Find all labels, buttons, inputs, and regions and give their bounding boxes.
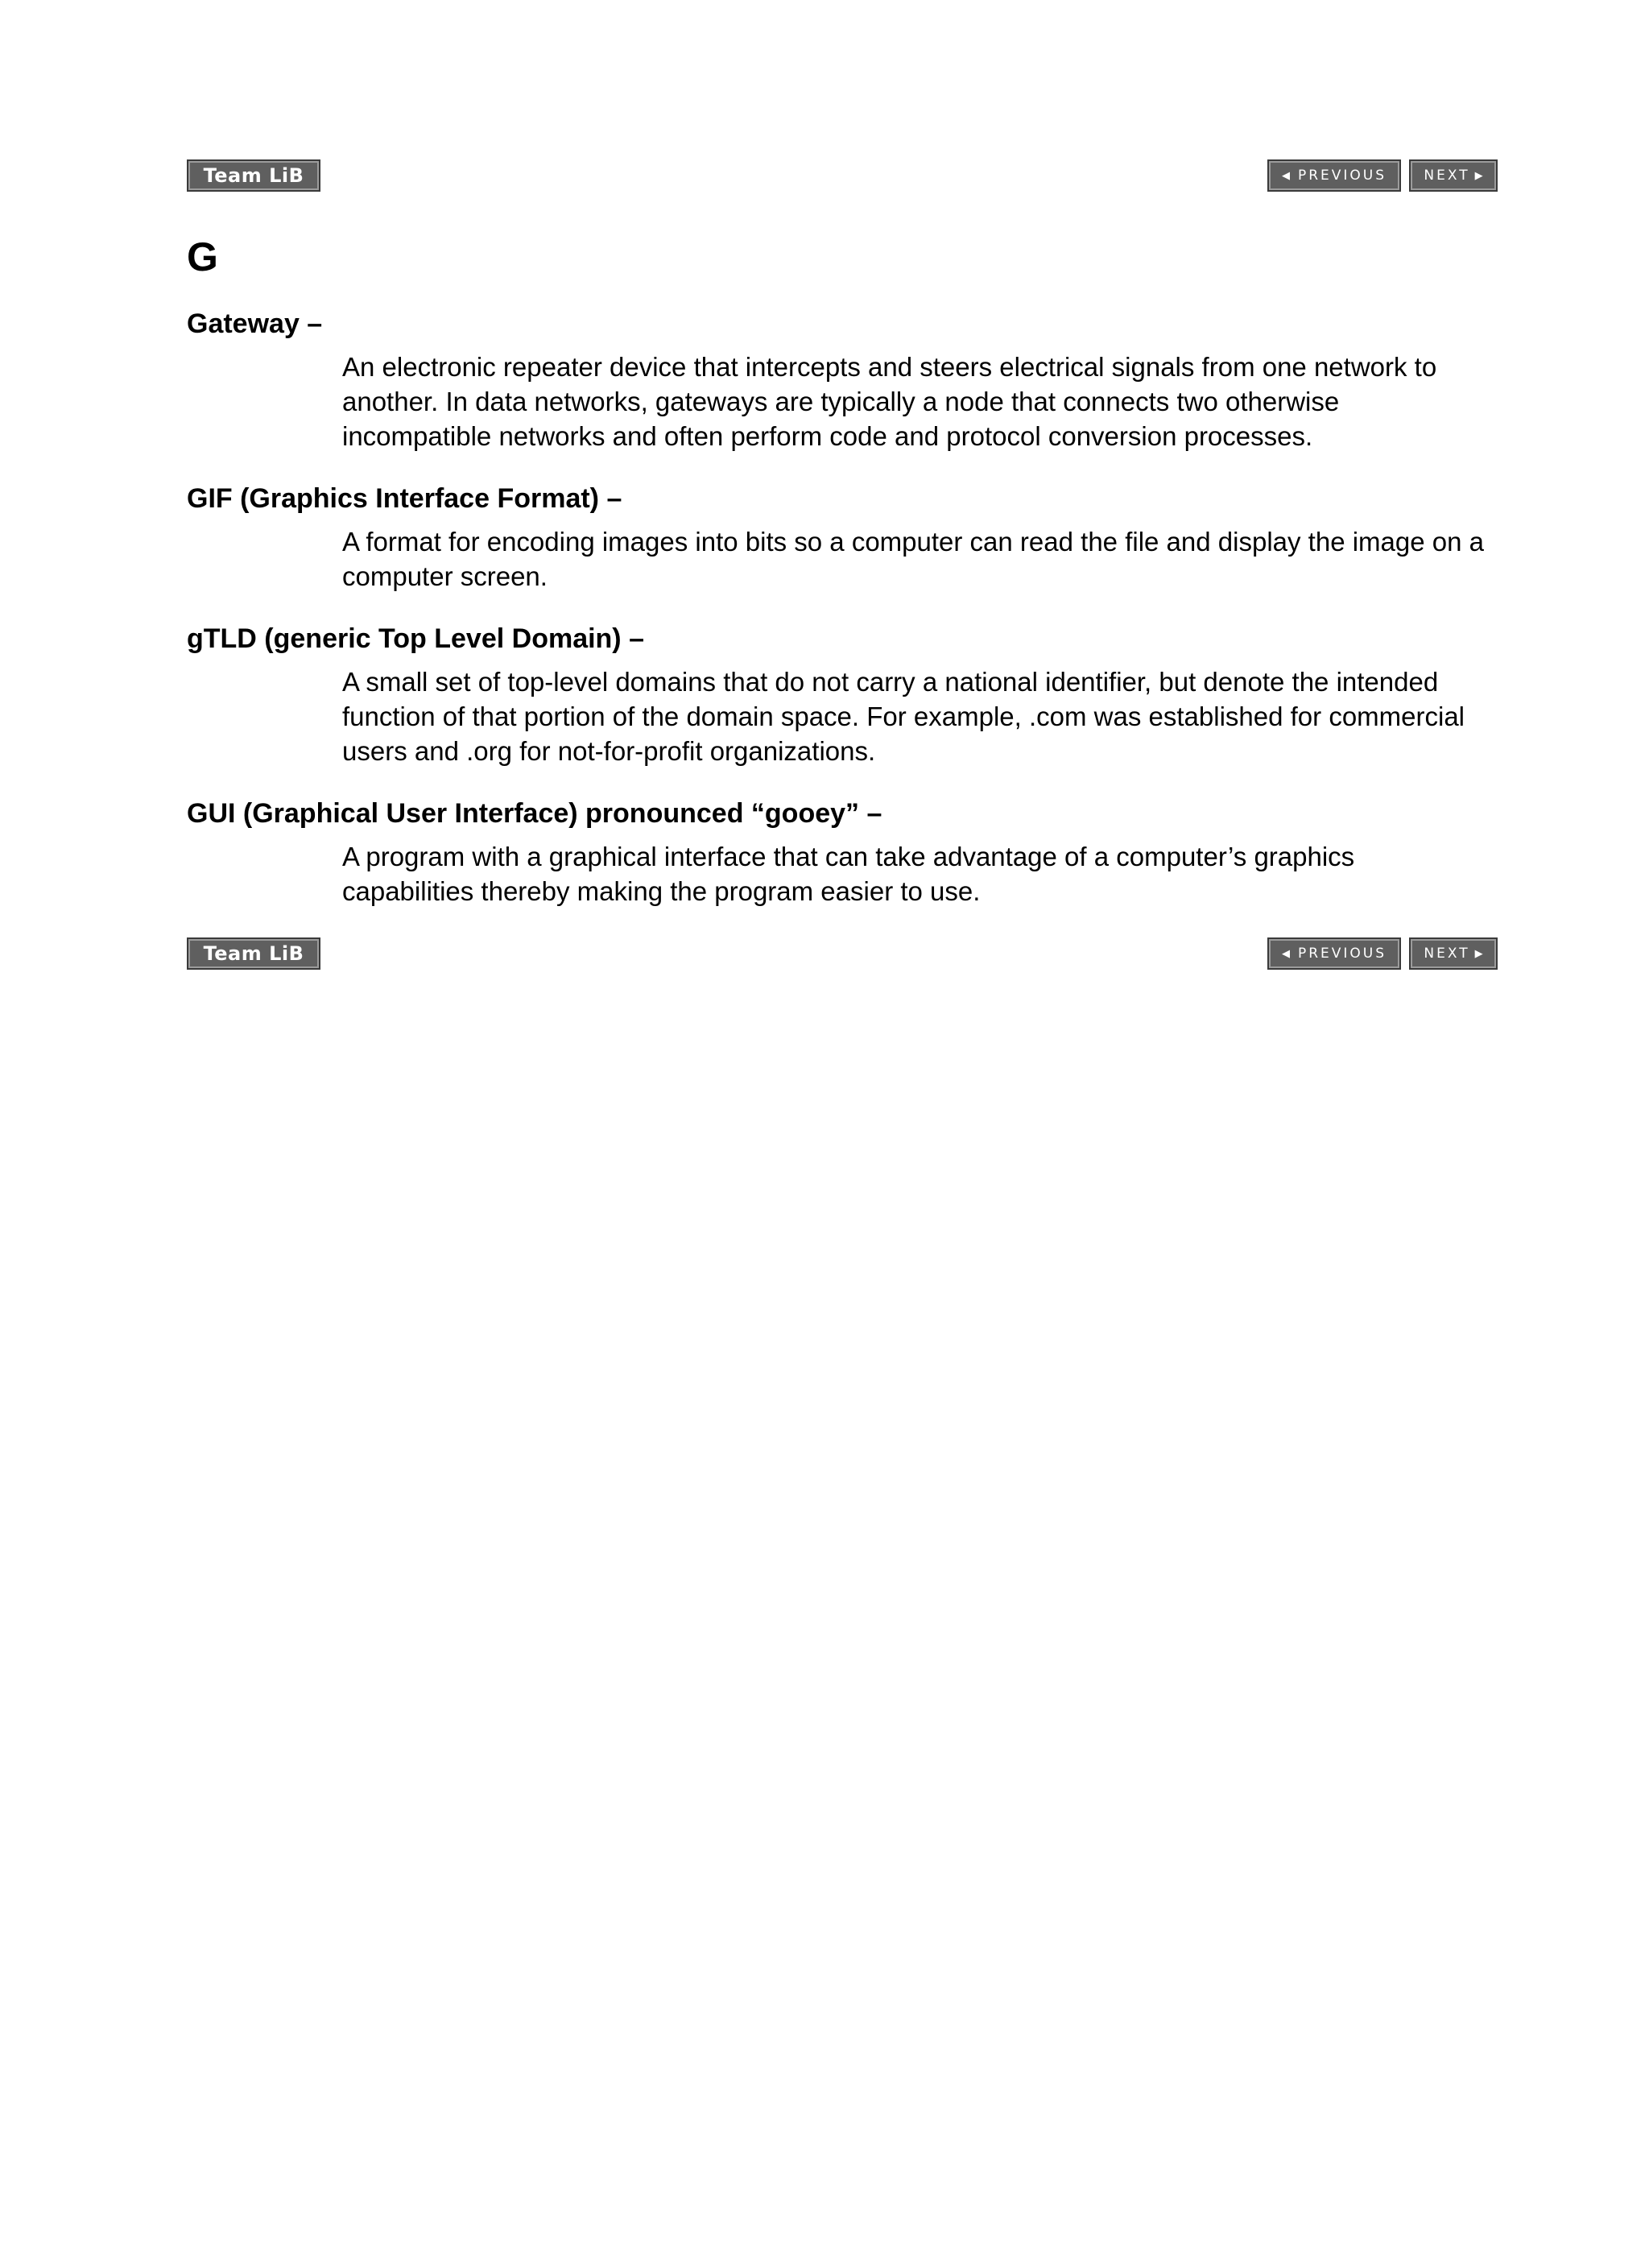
entry-term: GUI (Graphical User Interface) pronounced “gooey” –: [187, 798, 882, 829]
next-button[interactable]: [1409, 159, 1498, 192]
entry-definition: A program with a graphical interface that can take advantage of a computer’s graphics capabilities thereby making the program easier to use.: [342, 842, 1355, 906]
previous-label: PREVIOUS: [1297, 168, 1387, 184]
previous-label: PREVIOUS: [1297, 946, 1387, 962]
section-heading: G: [187, 234, 218, 279]
team-lib-button[interactable]: [187, 937, 320, 970]
previous-button[interactable]: [1267, 159, 1401, 192]
glossary-entry: [187, 308, 1499, 453]
entry-term: Gateway –: [187, 308, 323, 339]
team-lib-label: Team LiB: [203, 164, 304, 187]
glossary-entry: [187, 623, 1499, 768]
entry-definition: An electronic repeater device that intercepts and steers electrical signals from one network to another. In data networks, gateways are typically a node that connects two otherwise incompatible networks and often perform code and protocol conversion processes.: [342, 352, 1437, 451]
team-lib-label: Team LiB: [203, 942, 304, 965]
entry-term: gTLD (generic Top Level Domain) –: [187, 623, 644, 654]
next-label: NEXT: [1424, 168, 1470, 184]
arrow-right-icon: ▶: [1474, 947, 1483, 960]
arrow-left-icon: ◀: [1281, 947, 1290, 960]
entry-term: GIF (Graphics Interface Format) –: [187, 483, 622, 514]
glossary-entry: [187, 797, 1499, 908]
next-button[interactable]: [1409, 937, 1498, 970]
glossary-entry: [187, 482, 1499, 594]
glossary-entries: [187, 308, 1499, 908]
entry-definition: A format for encoding images into bits so a computer can read the file and display the image on a computer screen.: [342, 527, 1484, 591]
previous-button[interactable]: [1267, 937, 1401, 970]
top-nav-bar: [187, 159, 1499, 195]
next-label: NEXT: [1424, 946, 1470, 962]
arrow-left-icon: ◀: [1281, 169, 1290, 182]
entry-definition: A small set of top-level domains that do not carry a national identifier, but denote the intended function of that portion of the domain space. For example, .com was established for commercial users and .org for not-for-profit organizations.: [342, 667, 1465, 766]
arrow-right-icon: ▶: [1474, 169, 1483, 182]
bottom-nav-bar: [187, 937, 1499, 973]
glossary-page: [187, 159, 1499, 973]
team-lib-button[interactable]: [187, 159, 320, 192]
